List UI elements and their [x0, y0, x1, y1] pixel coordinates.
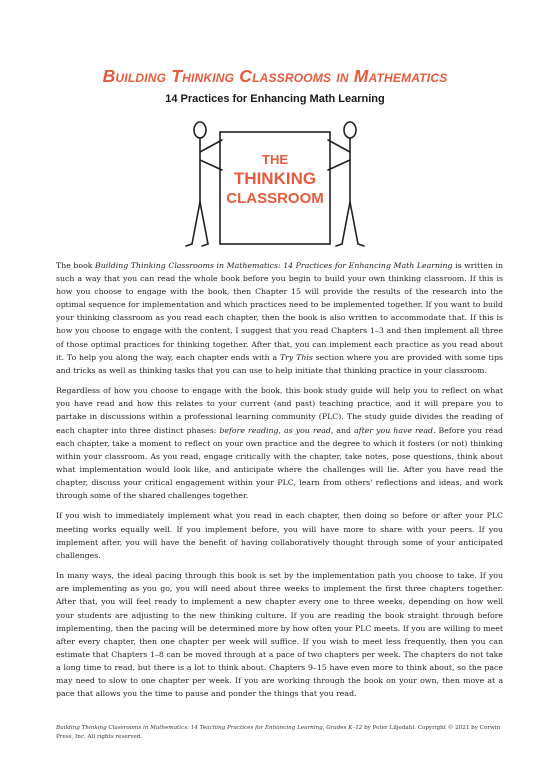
- paragraph-1: The book Building Thinking Classrooms in Mathematics: 14 Practices for Enhancing Math Learning is written in such a way that you can read the whole book before you begin to build your own thinking classroom. If this is how you choose to engage with the book, then Chapter 15 will provide the results of the research into the optimal sequence for implementation and which practices need to be implemented together. If you want to build your thinking classroom as you read each chapter, then the book is also written to accommodate that. If this is how you choose to engage with the content, I suggest that you read Chapters 1–3 and then implement all three of those optimal practices for thinking together. After that, you can implement each practice as you read about it. To help you along the way, each chapter ends with a Try This section where you are provided with some tips and tricks as well as thinking tasks that you can use to help initiate that thinking practice in your classroom.: [56, 261, 504, 375]
- body-text: [56, 259, 503, 708]
- page-title: Building Thinking Classrooms in Mathematics: [102, 66, 448, 86]
- sign-line-1: THE: [262, 152, 288, 167]
- thinking-classroom-illustration: [168, 118, 382, 250]
- sign-line-2: THINKING: [233, 169, 317, 188]
- sign-board: [220, 132, 330, 244]
- left-stick-figure: [186, 122, 222, 246]
- paragraph-4: In many ways, the ideal pacing through this book is set by the implementation path you choose to take. If you are implementing as you go, you will need about three weeks to implement the first three chapters together. After that, you will feel ready to implement a new chapter every one to three weeks, depending on how well your students are adjusting to the new thinking culture. If you are reading the book straight through before implementing, then the pacing will be determined more by how often your PLC meets. If you are willing to meet after every chapter, then one chapter per week will suffice. If you wish to meet less frequently, then you can estimate that Chapters 1–8 can be moved through at a pace of two chapters per week. The chapters do not take a long time to read, but there is a lot to think about. Chapters 9–15 have even more to think about, so the pace may need to slow to one chapter per week. If you are working through the book on your own, then move at a pace that allows you the time to pause and ponder the things that you read.: [56, 571, 503, 699]
- copyright-footer: Building Thinking Classrooms in Mathematics: 14 Teaching Practices for Enhancing Learning, Grades K–12 by Peter Liljedahl. Copyright © 2021 by Corwin Press, Inc. All rights reserved.: [56, 725, 501, 740]
- right-stick-figure: [328, 122, 364, 246]
- page-subtitle: 14 Practices for Enhancing Math Learning: [165, 93, 385, 105]
- sign-line-3: CLASSROOM: [226, 190, 324, 207]
- paragraph-2: Regardless of how you choose to engage with the book, this book study guide will help you to reflect on what you have read and how this relates to your current (and past) teaching practice, and it will prepare you to partake in discussions within a professional learning community (PLC). The study guide divides the reading of each chapter into three distinct phases: before reading, as you read, and after you have read. Before you read each chapter, take a moment to reflect on your own practice and the degree to which it fosters (or not) thinking within your classroom. As you read, engage critically with the chapter, take notes, pose questions, think about what implementation would look like, and anticipate where the challenges will lie. After you have read the chapter, discuss your critical engagement within your PLC, learn from others' reflections and ideas, and work through some of the shared challenges together.: [56, 386, 503, 500]
- paragraph-3: If you wish to immediately implement what you read in each chapter, then doing so before or after your PLC meeting works equally well. If you implement before, you will have more to share with your peers. If you implement after, you will have the benefit of having collaboratively thought through some of your anticipated challenges.: [56, 511, 503, 560]
